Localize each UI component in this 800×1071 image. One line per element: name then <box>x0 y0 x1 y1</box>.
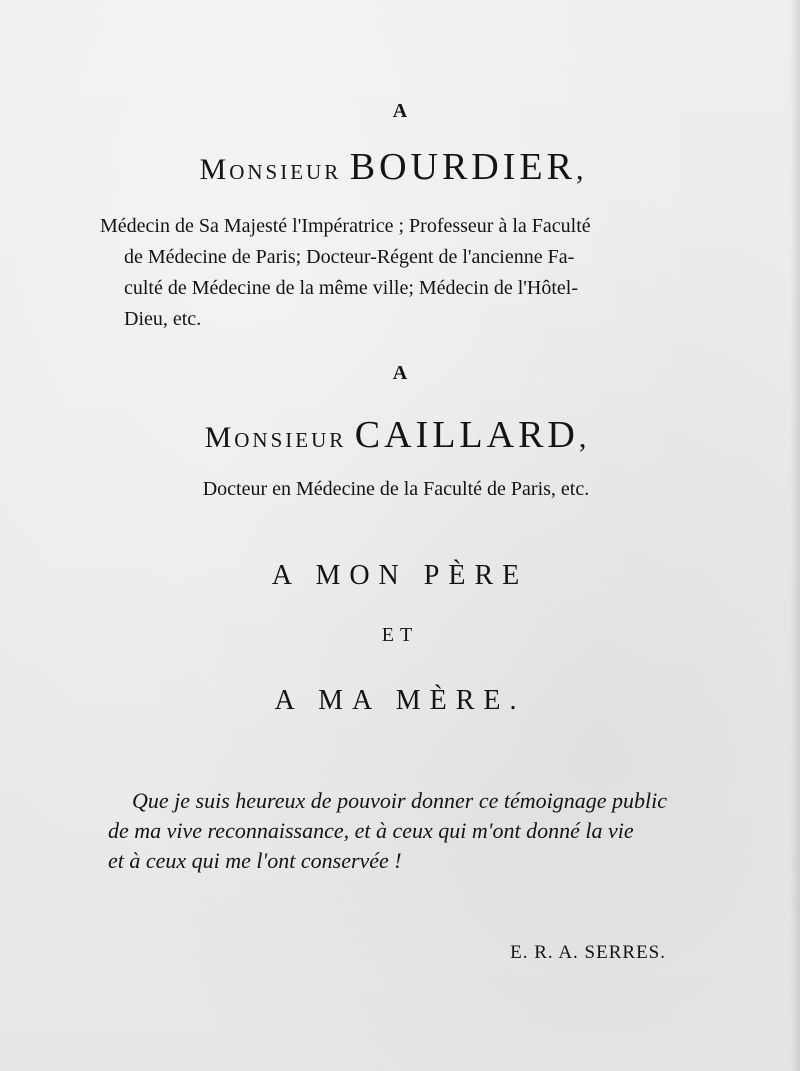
heading-ma-mere <box>0 685 800 717</box>
dedicatee-name-caillard <box>0 413 796 457</box>
credentials-line: de Médecine de Paris; Docteur-Régent de l'ancienne Fa- <box>124 246 575 268</box>
mother-line: A MA MÈRE. <box>274 685 526 716</box>
credentials-line: Dieu, etc. <box>124 308 202 330</box>
heading-mon-pere <box>0 560 800 592</box>
credentials-line: culté de Médecine de la même ville; Médecin de l'Hôtel- <box>124 277 578 299</box>
dedicatee-name-bourdier <box>0 145 792 189</box>
credentials-caillard <box>0 478 796 501</box>
credentials-line: Médecin de Sa Majesté l'Impératrice ; Professeur à la Faculté <box>100 215 591 237</box>
dedication-a-first <box>0 100 800 123</box>
signature-text: E. R. A. SERRES. <box>510 942 666 963</box>
credentials-line: Docteur en Médecine de la Faculté de Paris, etc. <box>202 478 590 500</box>
conjunction-et: ET <box>381 624 419 646</box>
signature <box>510 942 666 964</box>
preposition-a: A <box>392 100 408 122</box>
father-line: A MON PÈRE <box>271 560 529 591</box>
dedication-line: de ma vive reconnaissance, et à ceux qui m'ont donné la vie <box>108 818 634 843</box>
name-comma: , <box>578 421 588 454</box>
surname-bourdier: BOURDIER <box>349 146 576 188</box>
title-monsieur: Monsieur <box>204 421 347 454</box>
surname-caillard: CAILLARD <box>354 414 579 456</box>
credentials-bourdier <box>100 211 680 335</box>
dedication-line: et à ceux qui me l'ont conservée ! <box>108 848 402 873</box>
title-monsieur: Monsieur <box>199 153 342 186</box>
dedication-line: Que je suis heureux de pouvoir donner ce témoignage public <box>132 788 667 813</box>
dedication-a-second <box>0 362 800 385</box>
dedication-paragraph <box>108 786 698 876</box>
preposition-a: A <box>392 362 408 384</box>
heading-et <box>0 624 800 647</box>
name-comma: , <box>575 153 585 186</box>
